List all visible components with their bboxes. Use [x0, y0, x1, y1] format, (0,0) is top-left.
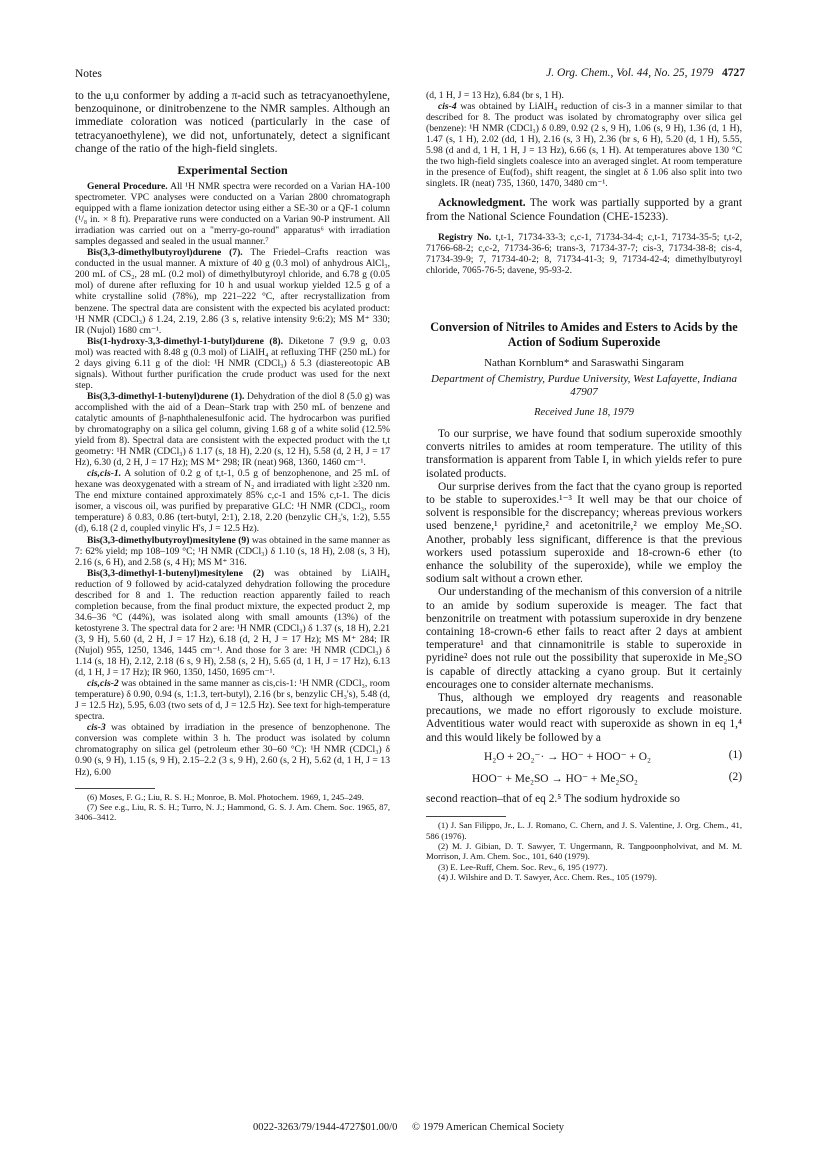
paragraph-text: The Friedel–Crafts reaction was conducted in the usual manner. A mixture of 40 g (0.3 mol) of anhydrous AlCl₃, 200 mL of CS₂, 28 mL (0.2 mol) of dimethylbutyroyl chloride, and 6.78 g (0.05 mol) of durene after refluxing for 10 h and usual workup yielded 12.5 g of a white crystalline solid (78%), mp 221–222 °C, after recrystallization from benzene. The spectral data are consistent with the expected bis acylated product: ¹H NMR (CDCl₃) δ 1.24, 2.19, 2.86 (3 s, relative intensity 9:6:2); MS M⁺ 330; IR (Nujol) 1680 cm⁻¹. [75, 247, 391, 336]
journal-citation: J. Org. Chem., Vol. 44, No. 25, 1979 [546, 67, 714, 79]
paragraph-text: A solution of 0.2 g of t,t-1, 0.5 g of benzophenone, and 25 mL of hexane was deoxygenated with a stream of N₂ and irradiated with light ≥320 nm. The end mixture contained approximately 85% c,c-1 and 15% c,t-1. The dicis isomer, a viscous oil, was purified by preparative GLC: ¹H NMR (CDCl₃, room temperature) δ 0.83, 0.86 (tert-butyl, 2:1), 2.18, 2.20 (benzylic CH₃'s, 1:2), 5.55 (d), 6.18 (2 d, coupled vinylic H's, J = 12.5 Hz). [75, 468, 390, 535]
paragraph-text: Dehydration of the diol 8 (5.0 g) was accomplished with the aid of a Dean–Stark trap with 250 mL of benzene and catalytic amounts of β-naphthalenesulfonic acid. The hydrocarbon was purified by chromatography on a silica gel column, giving 1.68 g of a white solid (12.5% yield from 8). Spectral data are consistent with the expected product with the t,t geometry: ¹H NMR (CDCl₃) δ 1.17 (s, 18 H), 2.20 (s, 12 H), 5.58 (d, 2 H, J = 17 Hz), 6.30 (d, 2 H, J = 17 Hz); MS M⁺ 298; IR (neat) 968, 1360, 1460 cm⁻¹. [75, 390, 390, 469]
copyright-notice: © 1979 American Chemical Society [411, 1122, 565, 1133]
article-code: 0022-3263/79/1944-4727$01.00/0 [252, 1122, 398, 1133]
page-footer [0, 1122, 817, 1133]
paragraph-text: All ¹H NMR spectra were recorded on a Varian HA-100 spectrometer. VPC analyses were conducted on a Varian 2800 chromatograph equipped with a flame ionization detector using either a SE-30 or a QF-1 column (¹/₈ in. × 8 ft). Preparative runs were conducted on a Varian 90-P instrument. All irradiation was carried out on a "merry-go-round" apparatus⁶ with irradiation samples degassed and sealed in the usual manner.⁷ [75, 181, 390, 248]
body-paragraph: Our understanding of the mechanism of this conversion of a nitrile to an amide by sodium superoxide is meager. The fact that benzonitrile on treatment with potassium superoxide in dry benzene containing 18-crown-6 ether fails to react after 2 days at ambient temperature¹ and that cinnamonitrile is stable to superoxide in pyridine² does not rule out the possibility that superoxide in Me₂SO is capable of directly attacking a cyano group. But it certainly encourages one to consider alternate mechanisms. [426, 586, 742, 691]
paragraph-text: was obtained in the same manner as cis,cis-1: ¹H NMR (CDCl₃, room temperature) δ 0.90, 0.94 (s, 1:1.3, tert-butyl), 2.16 (br s, benzylic CH₃'s), 5.48 (d, J = 12.5 Hz), 5.95, 6.03 (two sets of d, J = 12.5 Hz). See text for high-temperature spectra. [75, 678, 390, 723]
procedure-paragraph [75, 336, 390, 391]
equation-expression: HOO⁻ + Me₂SO → HO⁻ + Me₂SO₂ [472, 772, 638, 785]
paragraph-text: was obtained in the same manner as 7: 62% yield; mp 108–109 °C; ¹H NMR (CDCl₃) δ 1.10 (s, 18 H), 2.08 (s, 3 H), 2.16 (s, 6 H), and 2.58 (s, 4 H); MS M⁺ 316. [75, 534, 390, 568]
body-paragraph: Our surprise derives from the fact that the cyano group is reported to be stable to superoxides.¹⁻³ It well may be that our choice of solvent is responsible for the discrepancy; whereas previous workers used benzene,¹ pyridine,² and acetonitrile,² we employ Me₂SO. Another, probably less significant, difference is that the previous workers used potassium superoxide and 18-crown-6 ether (to enhance the solubility of the superoxide), while we employ the sodium salt without a crown ether. [426, 480, 742, 586]
footnote: (2) M. J. Gibian, D. T. Sawyer, T. Ungermann, R. Tangpoonpholvivat, and M. M. Morrison, J. Am. Chem. Soc., 101, 640 (1979). [426, 840, 742, 862]
procedure-paragraph [75, 535, 390, 568]
paragraph-lead: Bis(1-hydroxy-3,3-dimethyl-1-butyl)durene (8). [87, 335, 284, 347]
acknowledgment [426, 197, 742, 223]
acknowledgment-text: The work was partially supported by a grant from the National Science Foundation (CHE-15233). [426, 197, 742, 223]
section-title: Experimental Section [177, 163, 288, 178]
right-column [426, 90, 742, 883]
paragraph-lead: cis,cis-1. [87, 468, 122, 480]
footnote: (6) Moses, F. G.; Liu, R. S. H.; Monroe, B. Mol. Photochem. 1969, 1, 245–249. [87, 791, 364, 802]
footnote: (7) See e.g., Liu, R. S. H.; Turro, N. J.; Hammond, G. S. J. Am. Chem. Soc. 1965, 87, 3406–3412. [75, 801, 390, 823]
footnote-divider [426, 816, 506, 817]
running-head-right [546, 67, 745, 79]
paragraph-lead: cis-4 [438, 101, 457, 113]
equation-expression: H₂O + 2O₂⁻· → HO⁻ + HOO⁻ + O₂ [484, 750, 651, 763]
intro-paragraph: to the u,u conformer by adding a π-acid such as tetracyanoethylene, benzoquinone, or dinitrobenzene to the NMR samples. Although an immediate coloration was noticed (particularly in the case of tetracyanoethylene), we did not, unfortunately, detect a significant change of the ratio of the high-field singlets. [75, 90, 390, 155]
paragraph-lead: Bis(3,3-dimethyl-1-butenyl)durene (1). [87, 390, 245, 402]
footnote: (1) J. San Filippo, Jr., L. J. Romano, C. Chern, and J. S. Valentine, J. Org. Chem., 41, 586 (1976). [426, 820, 742, 841]
article-title: Conversion of Nitriles to Amides and Esters to Acids by the Action of Sodium Superoxide [430, 320, 738, 349]
paragraph-lead: General Procedure. [87, 181, 168, 193]
paragraph-lead: cis-3 [87, 722, 106, 734]
footnote: (3) E. Lee-Ruff, Chem. Soc. Rev., 6, 195 (1977). [438, 861, 608, 872]
continuation-text: (d, 1 H, J = 13 Hz), 6.84 (br s, 1 H). [426, 90, 564, 101]
procedure-paragraph [75, 181, 390, 247]
equation-2 [426, 767, 742, 789]
paragraph-lead: Bis(3,3-dimethylbutyroyl)mesitylene (9) [87, 534, 250, 546]
body-paragraph: To our surprise, we have found that sodium superoxide smoothly converts nitriles to amides at room temperature. The utility of this transformation is apparent from Table I, in which yields refer to pure isolated products. [426, 428, 742, 480]
paragraph-text: was obtained by LiAlH₄ reduction of cis-3 in a manner similar to that described for 8. The product was isolated by chromatography over silica gel (benzene): ¹H NMR (CDCl₃) δ 0.89, 0.92 (2 s, 9 H), 1.06 (s, 9 H), 1.36 (d, 1 H), 1.47 (s, 1 H), 2.02 (dd, 1 H), 2.16 (s, 3 H), 2.36 (br s, 6 H), 5.20 (d, 1 H), 5.55, 5.98 (d and d, 1 H, 1 H, J = 13 Hz), 6.66 (s, 1 H). At temperatures above 130 °C the two high-field singlets coalesce into an averaged singlet. At room temperature in the presence of Eu(fod)₃ shift reagent, the singlet at δ 1.06 also split into two singlets. IR (neat) 735, 1360, 1470, 3480 cm⁻¹. [426, 101, 742, 190]
body-paragraph: Thus, although we employed dry reagents and reasonable precautions, we made no effort rigorously to exclude moisture. Adventitious water would react with superoxide as shown in eq 1,⁴ and this would likely be followed by a [426, 692, 742, 744]
paragraph-text: Diketone 7 (9.9 g, 0.03 mol) was reacted with 8.48 g (0.3 mol) of LiAlH₄ at refluxing THF (250 mL) for 2 days giving 6.11 g of the diol: ¹H NMR (CDCl₃) δ 5.3 (diastereotopic AB signals). Without further purification the crude product was used for the next step. [75, 335, 390, 391]
running-head-left: Notes [75, 68, 102, 80]
procedure-paragraph [75, 722, 390, 777]
body-paragraph: second reaction–that of eq 2.⁵ The sodium hydroxide so [426, 792, 680, 805]
paragraph-lead: Bis(3,3-dimethyl-1-butenyl)mesitylene (2) [87, 567, 265, 579]
acknowledgment-lead: Acknowledgment. [438, 197, 526, 210]
procedure-paragraph [75, 391, 390, 468]
registry-lead: Registry No. [438, 231, 492, 243]
procedure-paragraph [75, 568, 390, 678]
page-number: 4727 [722, 67, 745, 79]
article-authors: Nathan Kornblum* and Saraswathi Singaram [484, 357, 684, 370]
article-gap [426, 276, 742, 314]
equation-1 [426, 745, 742, 767]
procedure-paragraph [75, 468, 390, 534]
paragraph-text: was obtained by LiAlH₄ reduction of 9 followed by acid-catalyzed dehydration following the procedure described for 8 and 1. The reduction reaction apparently failed to reach completion because, from the final product mixture, the expected product 2, mp 34.6–36 °C (44%), was isolated along with small amounts (13%) of the ketostyrene 3. The spectral data for 2 are: ¹H NMR (CDCl₃) δ 1.37 (s, 18 H), 2.21 (3, 9 H), 5.60 (d, 2 H, J = 17 Hz), 6.18 (d, 2 H, J = 17 Hz); MS M⁺ 284; IR (Nujol) 955, 1250, 1346, 1445 cm⁻¹. And those for 3 are: ¹H NMR (CDCl₃) δ 1.14 (s, 18 H), 2.12, 2.18 (6 s, 9 H), 2.58 (s, 2 H), 5.65 (d, 1 H, J = 17 Hz), 6.13 (d, 1 H, J = 17 Hz); IR 960, 1350, 1450, 1695 cm⁻¹. [75, 567, 390, 679]
footnote-divider [75, 788, 155, 789]
procedure-paragraph [75, 247, 390, 335]
equation-number: (2) [728, 770, 742, 783]
left-column [75, 90, 390, 823]
footnote: (4) J. Wilshire and D. T. Sawyer, Acc. Chem. Res., 105 (1979). [438, 872, 657, 883]
paragraph-text: was obtained by irradiation in the presence of benzophenone. The conversion was complete within 3 h. The product was isolated by column chromatography on silica gel (petroleum ether 30–60 °C): ¹H NMR (CDCl₃) δ 0.90 (s, 9 H), 1.15 (s, 9 H), 2.15–2.2 (3 s, 9 H), 2.60 (s, 2 H), 5.62 (d, 1 H, J = 13 Hz), 6.00 [75, 722, 390, 778]
registry-text: t,t-1, 71734-33-3; c,c-1, 71734-34-4; c,t-1, 71734-35-5; t,t-2, 71766-68-2; c,c-2, 71734-36-6; trans-3, 71734-37-7; cis-3, 71734-38-8; cis-4, 71734-39-9; 7, 71734-40-2; 8, 71734-41-3; 9, 71734-42-4; dimethylbutyroyl chloride, 7065-76-5; davene, 95-93-2. [426, 231, 742, 276]
registry-numbers [426, 232, 742, 276]
equation-number: (1) [728, 748, 742, 761]
paragraph-lead: Bis(3,3-dimethylbutyroyl)durene (7). [87, 247, 243, 259]
article-affiliation: Department of Chemistry, Purdue University, West Lafayette, Indiana 47907 [431, 373, 737, 399]
procedure-paragraph [426, 101, 742, 189]
received-date: Received June 18, 1979 [534, 407, 634, 419]
procedure-paragraph [75, 678, 390, 722]
paragraph-lead: cis,cis-2 [87, 678, 119, 690]
